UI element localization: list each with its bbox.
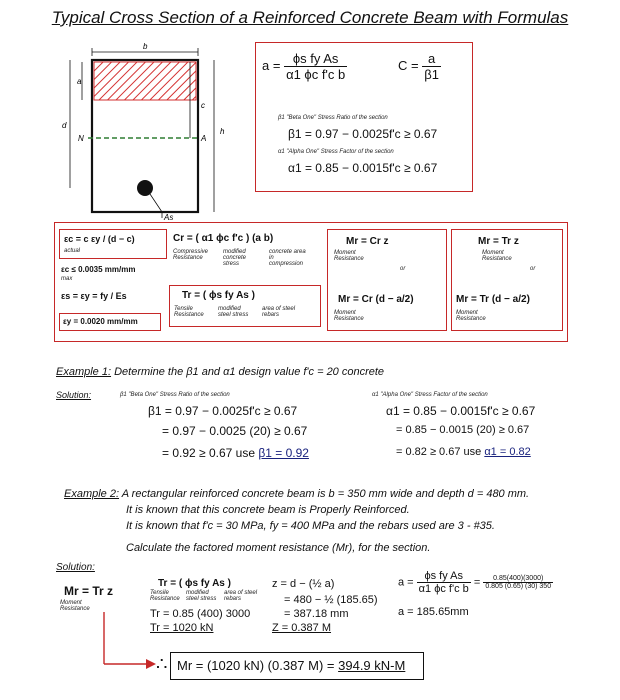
example2-tr-l2: Tr = 0.85 (400) 3000: [150, 608, 251, 620]
example2-a-eq: =: [473, 576, 481, 589]
mr-cr-note: Moment Resistance: [334, 250, 364, 262]
tr-formula: Tr = ( ϕs fy As ): [182, 290, 255, 301]
label-d: d: [62, 121, 67, 130]
example1-alpha-l1: α1 = 0.85 − 0.0015f'c ≥ 0.67: [386, 404, 536, 418]
example1-beta-l2: = 0.97 − 0.0025 (20) ≥ 0.67: [162, 424, 308, 438]
example1-beta-note: β1 "Beta One" Stress Ratio of the section: [120, 392, 230, 398]
example2-a-formula: [398, 570, 553, 595]
example2-z-l4: Z = 0.387 M: [272, 622, 332, 634]
example2-tr-note-3: area of steel rebars: [224, 590, 258, 602]
tr-cell: [169, 285, 321, 327]
example1-prompt: [56, 366, 384, 378]
example2-a-result: a = 185.65mm: [398, 606, 469, 618]
c-formula-lhs: C =: [398, 57, 419, 73]
mr-cr-cell: [327, 229, 447, 331]
tr-note-3: area of steel rebars: [262, 306, 296, 318]
example1-solution-label: Solution:: [56, 390, 92, 400]
example2-z-l2: = 480 − ½ (185.65): [284, 594, 378, 606]
final-answer-value: 394.9 kN-M: [338, 658, 406, 673]
example1-alpha-note: α1 "Alpha One" Stress Factor of the section: [372, 392, 488, 398]
arrow-connector: [100, 612, 160, 672]
a-formula: [262, 51, 347, 82]
example1-alpha-l2: = 0.85 − 0.0015 (20) ≥ 0.67: [396, 424, 530, 436]
example2-a-num2: 0.85(400)(3000): [483, 575, 553, 583]
example2-a-num: ϕs fy As: [417, 570, 471, 583]
mr-cr-or: or: [400, 266, 406, 272]
strain-actual-formula: εc = c εy / (d − c): [64, 234, 135, 244]
mr-cr-d: Mr = Cr (d − a/2): [338, 294, 414, 305]
strain-actual-sub: actual: [64, 248, 81, 254]
strain-resistance-box: [54, 222, 568, 342]
arrow-head-icon: [146, 659, 156, 669]
cr-note-1: Compressive Resistance: [173, 249, 209, 261]
steel-strain-formula: εs = εy = fy / Es: [61, 291, 127, 301]
example1-alpha-l3-text: = 0.82 ≥ 0.67 use: [396, 446, 482, 458]
cr-note-3: concrete area in compression: [269, 249, 306, 267]
cr-note-2: modified concrete stress: [223, 249, 247, 267]
tr-note-1: Tensile Resistance: [174, 306, 204, 318]
example1-beta-l3: [162, 446, 309, 460]
mr-tr-or: or: [530, 266, 536, 272]
c-formula: [398, 51, 441, 82]
mr-tr-d: Mr = Tr (d − a/2): [456, 294, 530, 305]
page-title: Typical Cross Section of a Reinforced Concrete Beam with Formulas: [51, 8, 569, 27]
mr-tr-cell: [451, 229, 563, 331]
label-N: N: [78, 134, 84, 143]
a-formula-num: ϕs fy As: [284, 51, 347, 67]
example2-mr: Mr = Tr z: [64, 584, 114, 598]
rebar-circle: [137, 180, 153, 196]
therefore-symbol: ∴: [156, 654, 168, 674]
example2-line1-text: A rectangular reinforced concrete beam is b = 350 mm wide and depth d = 480 mm.: [121, 488, 530, 500]
label-b: b: [143, 42, 148, 51]
example2-line4: Calculate the factored moment resistance (Mr), for the section.: [126, 542, 431, 554]
beam-cross-section-diagram: [50, 38, 240, 228]
example1-beta-result: β1 = 0.92: [258, 446, 309, 460]
cr-formula: Cr = ( α1 ϕc f'c ) (a b): [173, 233, 274, 244]
final-answer-box: [170, 652, 424, 680]
c-formula-num: a: [422, 51, 441, 67]
example2-z-l3: = 387.18 mm: [284, 608, 349, 620]
example1-beta-l1: β1 = 0.97 − 0.0025f'c ≥ 0.67: [148, 404, 298, 418]
example1-alpha-result: α1 = 0.82: [484, 446, 531, 458]
example1-heading: Example 1:: [56, 366, 112, 378]
yield-strain: εy = 0.0020 mm/mm: [63, 317, 138, 326]
label-A: A: [201, 134, 207, 143]
beta-note: β1 "Beta One" Stress Ratio of the section: [278, 115, 388, 121]
alpha-note: α1 "Alpha One" Stress Factor of the section: [278, 149, 394, 155]
label-As: As: [164, 213, 174, 222]
example1-beta-l3-text: = 0.92 ≥ 0.67 use: [162, 446, 255, 460]
tr-note-2: modified steel stress: [218, 306, 249, 318]
label-h: h: [220, 127, 225, 136]
mr-tr-note: Moment Resistance: [482, 250, 512, 262]
example1-alpha-l3: [396, 446, 531, 458]
mr-cr-z: Mr = Cr z: [346, 236, 389, 247]
strain-max-limit: εc ≤ 0.0035 mm/mm: [61, 265, 136, 274]
example2-heading: Example 2:: [64, 488, 120, 500]
example2-a-den: α1 ϕc f'c b: [418, 583, 469, 595]
final-answer-lhs: Mr = (1020 kN) (0.387 M) =: [177, 658, 339, 673]
strain-actual-cell: [59, 229, 167, 259]
mr-tr-note-2: Moment Resistance: [456, 310, 486, 322]
example2-line3: It is known that f'c = 30 MPa, fy = 400 MPa and the rebars used are 3 - #35.: [126, 520, 495, 532]
mr-cr-note-2: Moment Resistance: [334, 310, 364, 322]
example2-line2: It is known that this concrete beam is Properly Reinforced.: [126, 504, 410, 516]
example2-solution-label: Solution:: [56, 562, 95, 573]
example1-text: Determine the β1 and α1 design value f'c = 20 concrete: [114, 366, 385, 378]
example2-a-lhs: a =: [398, 576, 414, 589]
label-c: c: [201, 101, 205, 110]
example2-tr: Tr = ( ϕs fy As ): [158, 578, 231, 589]
example2-tr-note-2: modified steel stress: [186, 590, 217, 602]
final-answer: [177, 658, 405, 673]
example2-tr-l3: Tr = 1020 kN: [150, 622, 214, 634]
formula-box: [255, 42, 473, 192]
yield-strain-cell: [59, 313, 161, 331]
mr-tr-z: Mr = Tr z: [478, 236, 519, 247]
example2-line1: [64, 488, 529, 500]
compression-block: [94, 62, 196, 100]
example2-mr-note: Moment Resistance: [60, 600, 90, 612]
example2-z-l1: z = d − (½ a): [272, 578, 335, 590]
a-formula-lhs: a =: [262, 57, 281, 73]
a-formula-den: α1 ϕc f'c b: [286, 67, 346, 82]
label-a: a: [77, 77, 82, 86]
strain-max-sub: max: [61, 276, 73, 282]
alpha-formula: α1 = 0.85 − 0.0015f'c ≥ 0.67: [288, 161, 438, 175]
c-formula-den: β1: [424, 67, 439, 82]
beta-formula: β1 = 0.97 − 0.0025f'c ≥ 0.67: [288, 127, 438, 141]
example2-a-den2: 0.805 (0.65) (30) 350: [485, 583, 552, 590]
example2-tr-note-1: Tensile Resistance: [150, 590, 180, 602]
